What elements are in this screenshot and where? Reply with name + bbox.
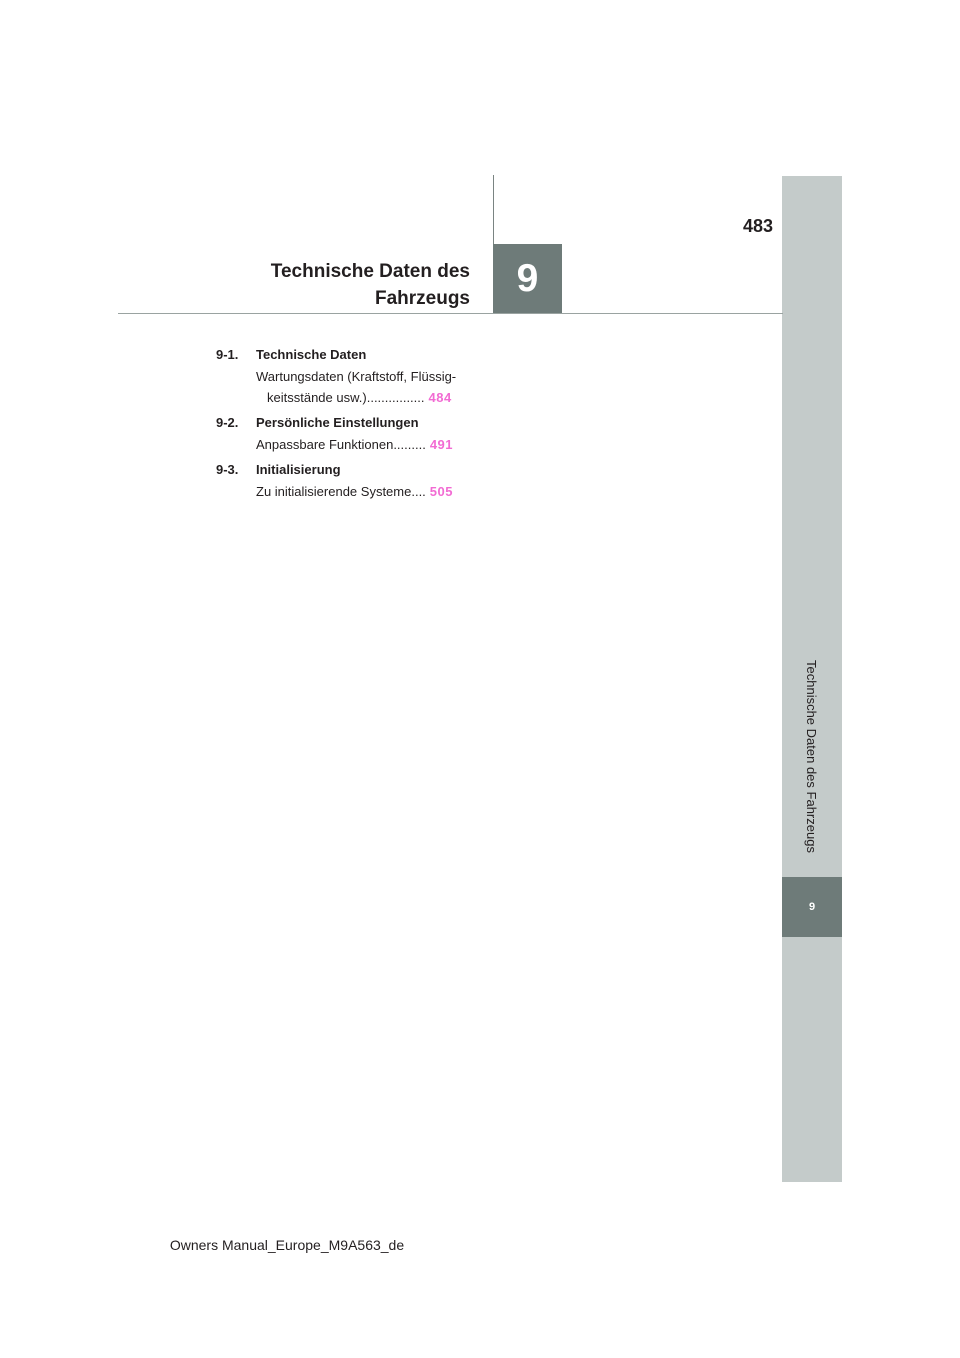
page-reference-link[interactable]: 484 <box>428 390 452 405</box>
side-tab-label: Technische Daten des Fahrzeugs <box>804 660 819 853</box>
section-title: Persönliche Einstellungen <box>256 415 419 430</box>
chapter-title-line1: Technische Daten des <box>270 261 470 282</box>
chapter-title <box>271 258 470 312</box>
toc-entry-wartungsdaten[interactable] <box>216 366 468 408</box>
page-reference-link[interactable]: 505 <box>429 484 453 499</box>
toc-section-9-3 <box>216 459 468 481</box>
entry-text-line1: Zu initialisierende Systeme.... <box>256 484 426 499</box>
chapter-title-line2: Fahrzeugs <box>374 288 470 309</box>
section-number: 9-1. <box>216 347 239 362</box>
entry-text-line2: keitsstände usw.)................ <box>267 390 425 405</box>
toc-entry-zu-initialisierende-systeme[interactable] <box>216 481 468 502</box>
page-number: 483 <box>742 216 773 236</box>
entry-text-line1: Anpassbare Funktionen......... <box>256 437 426 452</box>
toc-entry-anpassbare-funktionen[interactable] <box>216 434 468 455</box>
side-tab-number: 9 <box>808 901 816 913</box>
page-footer <box>0 1237 960 1253</box>
toc-section-9-1 <box>216 344 468 366</box>
side-tab-marker[interactable] <box>782 877 842 937</box>
chapter-number: 9 <box>516 256 539 300</box>
table-of-contents <box>216 344 468 506</box>
header-rule <box>118 313 783 314</box>
toc-section-9-2 <box>216 412 468 434</box>
entry-line2 <box>256 387 468 408</box>
entry-line1 <box>256 481 468 502</box>
entry-text-line1: Wartungsdaten (Kraftstoff, Flüssig- <box>256 369 457 384</box>
section-title: Technische Daten <box>256 347 367 362</box>
page-reference-link[interactable]: 491 <box>429 437 454 452</box>
header-vertical-rule <box>493 175 494 245</box>
section-number: 9-3. <box>216 462 239 477</box>
section-title: Initialisierung <box>256 462 341 477</box>
entry-line1 <box>256 434 468 455</box>
footer-text: Owners Manual_Europe_M9A563_de <box>169 1237 405 1253</box>
side-tab-label-wrap <box>782 660 842 870</box>
section-number: 9-2. <box>216 415 239 430</box>
chapter-number-box <box>493 244 562 313</box>
